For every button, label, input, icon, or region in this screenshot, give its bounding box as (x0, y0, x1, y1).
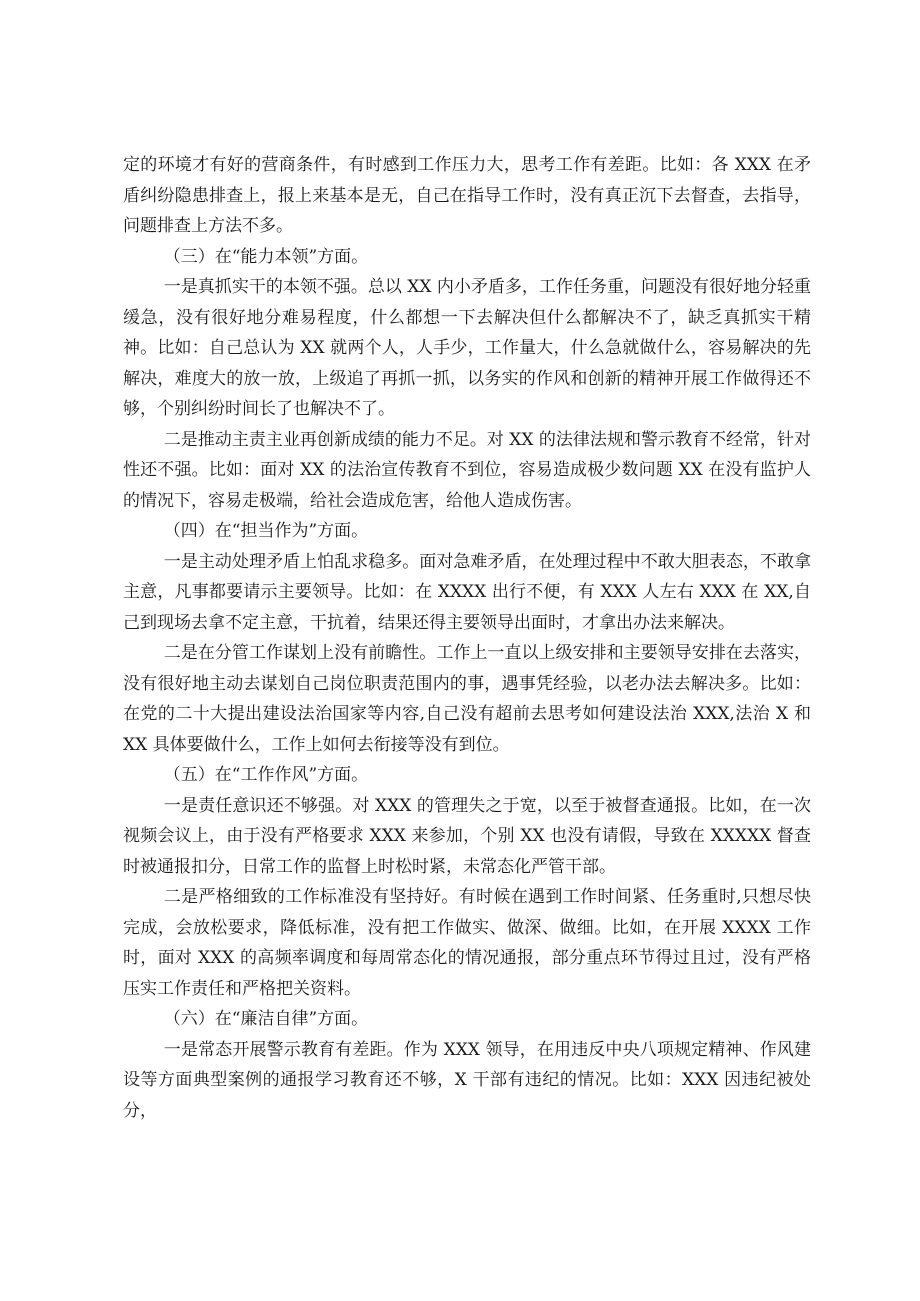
paragraph-continuation: 定的环境才有好的营商条件，有时感到工作压力大，思考工作有差距。比如：各 XXX 在矛盾纠纷隐患排查上，报上来基本是无，自己在指导工作时，没有真正沉下去督查，去指导，问题排查上方法不多。 (123, 155, 811, 236)
section-heading-ability: （三）在“能力本领”方面。 (163, 246, 369, 267)
section-heading-work-style: （五）在“工作作风”方面。 (163, 765, 369, 785)
paragraph-responsibility-2: 二是在分管工作谋划上没有前瞻性。工作上一直以上级安排和主要领导安排在去落实，没有很好地主动去谋划自己岗位职责范围内的事，遇事凭经验，以老办法去解决多。比如：在党的二十大提出建设法治国家等内容,自己没有超前去思考如何建设法治 XXX,法治 X 和 XX 具体要做什么，工作上如何去衔接等没有到位。 (123, 643, 811, 755)
paragraph-integrity-1: 一是常态开展警示教育有差距。作为 XXX 领导，在用违反中央八项规定精神、作风建设等方面典型案例的通报学习教育还不够，X 干部有违纪的情况。比如：XXX 因违纪被处分， (123, 1039, 811, 1121)
paragraph-responsibility-1: 一是主动处理矛盾上怕乱求稳多。面对急难矛盾，在处理过程中不敢大胆表态，不敢拿主意，凡事都要请示主要领导。比如：在 XXXX 出行不便，有 XXX 人左右 XXX 在 XX,自己到现场去拿不定主意，干抗着，结果还得主要领导出面时，才拿出办法来解决。 (123, 551, 811, 633)
section-heading-integrity: （六）在“廉洁自律”方面。 (163, 1009, 369, 1029)
paragraph-ability-1: 一是真抓实干的本领不强。总以 XX 内小矛盾多，工作任务重，问题没有很好地分轻重缓急，没有很好地分难易程度，什么都想一下去解决但什么都解决不了，缺乏真抓实干精神。比如：自己总认为 XX 就两个人，人手少，工作量大，什么急就做什么，容易解决的先解决，难度大的放一放，上级追了再抓一抓，以务实的作风和创新的精神开展工作做得还不够，个别纠纷时间长了也解决不了。 (123, 277, 811, 419)
document-page (123, 150, 811, 1126)
section-heading-responsibility: （四）在“担当作为”方面。 (163, 521, 369, 541)
paragraph-work-style-2: 二是严格细致的工作标准没有坚持好。有时候在遇到工作时间紧、任务重时,只想尽快完成，会放松要求，降低标准，没有把工作做实、做深、做细。比如，在开展 XXXX 工作时，面对 XXX 的高频率调度和每周常态化的情况通报，部分重点环节得过且过，没有严格压实工作责任和严格把关资料。 (123, 887, 811, 999)
paragraph-work-style-1: 一是责任意识还不够强。对 XXX 的管理失之于宽，以至于被督查通报。比如，在一次视频会议上，由于没有严格要求 XXX 来参加，个别 XX 也没有请假，导致在 XXXXX 督查时被通报扣分，日常工作的监督上时松时紧，未常态化严管干部。 (123, 795, 811, 877)
paragraph-ability-2: 二是推动主责主业再创新成绩的能力不足。对 XX 的法律法规和警示教育不经常，针对性还不强。比如：面对 XX 的法治宣传教育不到位，容易造成极少数问题 XX 在没有监护人的情况下，容易走极端，给社会造成危害，给他人造成伤害。 (123, 429, 811, 511)
